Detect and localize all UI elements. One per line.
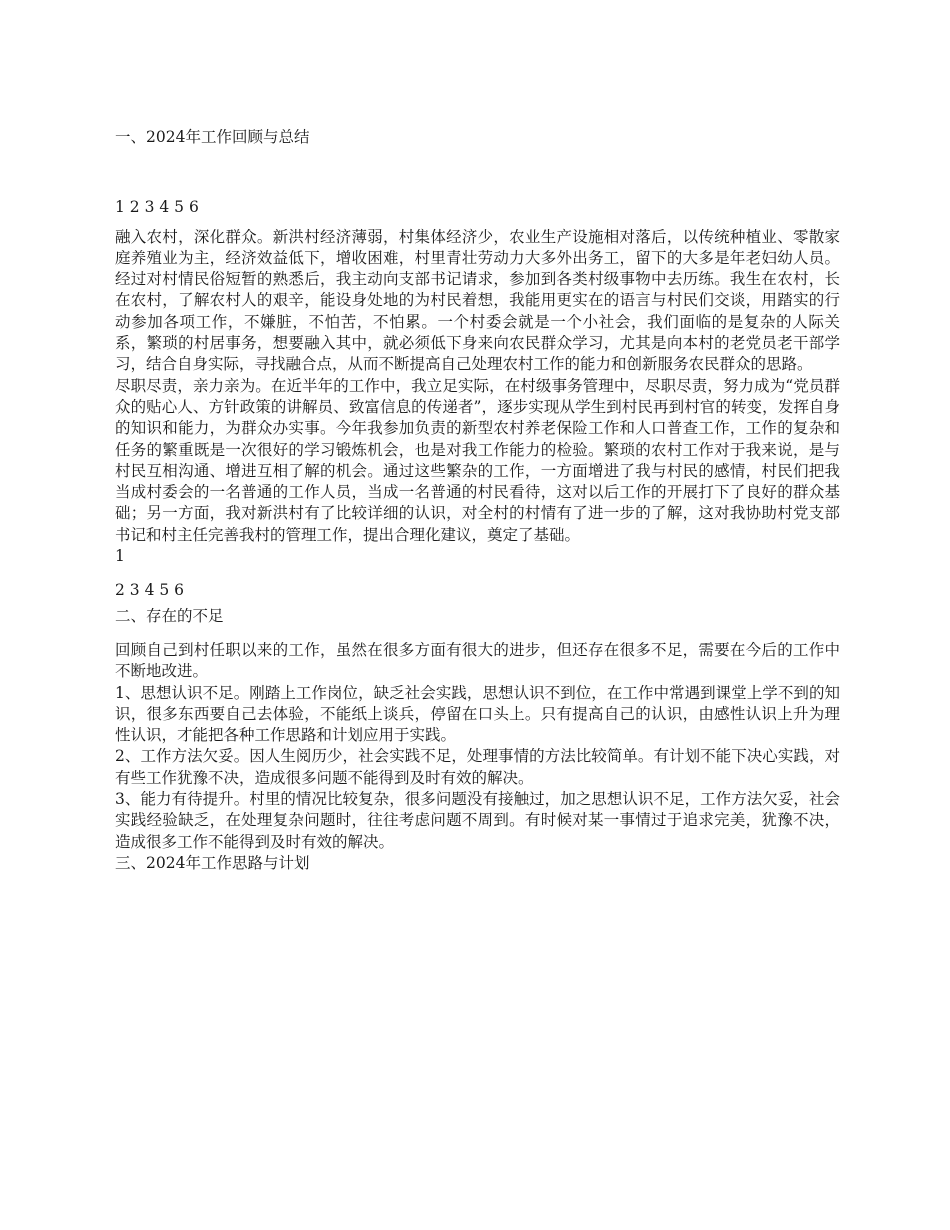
- section-heading-plan: 三、2024年工作思路与计划: [115, 853, 310, 872]
- paragraph-shortcoming-3: 3、能力有待提升。村里的情况比较复杂，很多问题没有接触过，加之思想认识不足，工作方法欠妥，社会实践经验缺乏，在处理复杂问题时，往往考虑问题不周到。有时候对某一事情过于追求完美，犹豫不决，造成很多工作不能得到及时有效的解决。: [115, 790, 840, 851]
- paragraph-review-intro: 回顾自己到村任职以来的工作，虽然在很多方面有很大的进步，但还存在很多不足，需要在今后的工作中不断地改进。: [115, 640, 840, 681]
- page-numbers-2a: 1: [115, 547, 125, 566]
- page-numbers-2b: 2 3 4 5 6: [115, 581, 185, 600]
- section-heading-review: 一、2024年工作回顾与总结: [115, 128, 310, 146]
- paragraph-shortcoming-1: 1、思想认识不足。刚踏上工作岗位，缺乏社会实践，思想认识不到位，在工作中常遇到课堂上学不到的知识，很多东西要自己去体验，不能纸上谈兵，停留在口头上。只有提高自己的认识，由感性认识上升为理性认识，才能把各种工作思路和计划应用于实践。: [115, 683, 840, 745]
- paragraph-integrate: 融入农村，深化群众。新洪村经济薄弱，村集体经济少，农业生产设施相对落后，以传统种植业、零散家庭养殖业为主，经济效益低下，增收困难，村里青壮劳动力大多外出务工，留下的大多是年老妇幼人员。经过对村情民俗短暂的熟悉后，我主动向支部书记请求，参加到各类村级事物中去历练。我生在农村，长在农村，了解农村人的艰辛，能设身处地的为村民着想，我能用更实在的语言与村民们交谈，用踏实的行动参加各项工作，不嫌脏，不怕苦，不怕累。一个村委会就是一个小社会，我们面临的是复杂的人际关系，繁琐的村居事务，想要融入其中，就必须低下身来向农民群众学习，尤其是向本村的老党员老干部学习，结合自身实际，寻找融合点，从而不断提高自己处理农村工作的能力和创新服务农民群众的思路。: [115, 227, 840, 374]
- paragraph-shortcoming-2: 2、工作方法欠妥。因人生阅历少，社会实践不足，处理事情的方法比较简单。有计划不能下决心实践，对有些工作犹豫不决，造成很多问题不能得到及时有效的解决。: [115, 747, 840, 787]
- page-numbers-1: 1 2 3 4 5 6: [115, 198, 199, 217]
- section-heading-shortcomings: 二、存在的不足: [115, 606, 224, 625]
- paragraph-duty: 尽职尽责，亲力亲为。在近半年的工作中，我立足实际，在村级事务管理中，尽职尽责，努力成为“党员群众的贴心人、方针政策的讲解员、致富信息的传递者”，逐步实现从学生到村民再到村官的转变，发挥自身的知识和能力，为群众办实事。今年我参加负责的新型农村养老保险工作和人口普查工作，工作的复杂和任务的繁重既是一次很好的学习锻炼机会，也是对我工作能力的检验。繁琐的农村工作对于我来说，是与村民互相沟通、增进互相了解的机会。通过这些繁杂的工作，一方面增进了我与村民的感情，村民们把我当成村委会的一名普通的工作人员，当成一名普通的村民看待，这对以后工作的开展打下了良好的群众基础；另一方面，我对新洪村有了比较详细的认识，对全村的村情有了进一步的了解，这对我协助村党支部书记和村主任完善我村的管理工作，提出合理化建议，奠定了基础。: [115, 376, 840, 544]
- document-page: [115, 127, 840, 874]
